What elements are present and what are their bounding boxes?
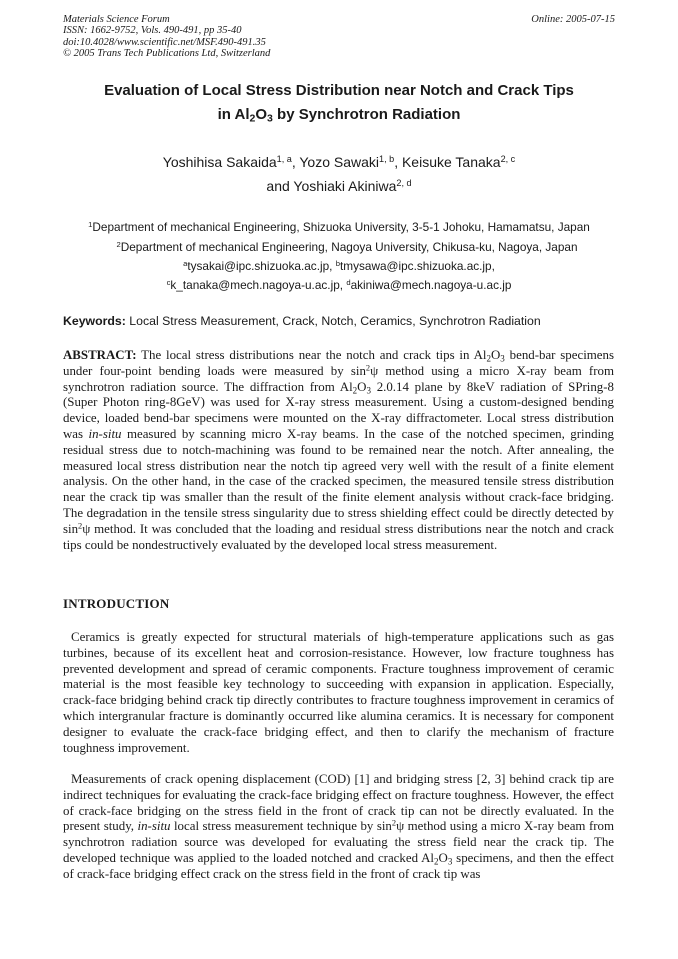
paper-title-line2: in $Al_2O_3$ by Synchrotron Radiation xyxy=(217,106,461,125)
paper-title-line1: Evaluation of Local Stress Distribution near Notch and Crack Tips xyxy=(104,82,574,99)
author-name: , Yozo Sawaki xyxy=(291,154,380,170)
author-list-line2: and Yoshiaki Akiniwa$^{2, d}$ xyxy=(266,178,412,194)
keywords-label: Keywords: xyxy=(63,314,126,328)
section-heading-introduction: INTRODUCTION xyxy=(63,596,170,611)
intro-paragraph-1: Ceramics is greatly expected for structural materials of high-temperature applications such as gas turbines, because of its excellent heat and corrosion-resistance. However, low fracture toughness has prevented development and spread of ceramic components. Fracture toughness improvement of ceramic material is the most feasible key technology to succeeding with expansion in application. Especially, crack-face bridging behind crack tip directly contributes to fracture toughness improvement in ceramics of which intergranular fracture is dominantly occurred like alumina ceramics. It is necessary for component designer to evaluate the crack-face bridging effect, and then to clarify the mechanism of fracture toughness improvement. xyxy=(63,630,614,755)
author-name: , Keisuke Tanaka xyxy=(394,154,501,170)
journal-issn: ISSN: 1662-9752, Vols. 490-491, pp 35-40 xyxy=(63,25,242,37)
abstract-label: ABSTRACT: xyxy=(63,348,137,362)
email-link[interactable]: k_tanaka@mech.nagoya-u.ac.jp, xyxy=(170,278,347,292)
journal-name: Materials Science Forum xyxy=(63,14,170,25)
keywords xyxy=(63,314,541,328)
affiliation-1: $^1$Department of mechanical Engineering, Shizuoka University, 3-5-1 Johoku, Hamamatsu, Japan xyxy=(88,219,590,234)
journal-info xyxy=(63,14,270,59)
email-link[interactable]: tmysawa@ipc.shizuoka.ac.jp, xyxy=(339,259,495,273)
keywords-text: Local Stress Measurement, Crack, Notch, Ceramics, Synchrotron Radiation xyxy=(125,314,541,328)
email-link[interactable]: tysakai@ipc.shizuoka.ac.jp, xyxy=(187,259,336,273)
intro-paragraph-2: Measurements of crack opening displacement (COD) [1] and bridging stress [2, 3] behind crack tip are indirect techniques for evaluating the crack-face bridging effect on fracture toughness. However, the effect of crack-face bridging on the stress field in the front of crack tip can not be directly evaluated. In the present study, in-situ local stress measurement technique by $\sin^2\psi$ method using a micro X-ray beam from synchrotron radiation source was developed for evaluating the stress field near the crack tip. The developed technique was applied to the loaded notched and cracked $Al_2O_3$ specimens, and then the effect of crack-face bridging effect crack on the stress field in the front of crack tip was xyxy=(63,772,614,881)
author-list: Yoshihisa Sakaida$^{1, a}$, Yozo Sawaki$^{1, b}$, Keisuke Tanaka$^{2, c}$ xyxy=(162,154,516,170)
affiliation-2: $^2$Department of mechanical Engineering, Nagoya University, Chikusa-ku, Nagoya, Japan xyxy=(116,239,578,254)
online-date: Online: 2005-07-15 xyxy=(531,14,615,25)
email-line-2: $^c$k_tanaka@mech.nagoya-u.ac.jp, $^d$akiniwa@mech.nagoya-u.ac.jp xyxy=(166,277,512,292)
journal-doi: doi:10.4028/www.scientific.net/MSF.490-491.35 xyxy=(63,36,266,48)
author-name: Yoshihisa Sakaida xyxy=(162,154,277,170)
email-line-1: $^a$tysakai@ipc.shizuoka.ac.jp, $^b$tmysawa@ipc.shizuoka.ac.jp, xyxy=(183,258,495,273)
abstract: ABSTRACT: The local stress distributions near the notch and crack tips in $Al_2O_3$ bend-bar specimens under four-point bending loads were measured by $\sin^2\psi$ method using a micro X-ray beam from synchrotron radiation source. The diffraction from $Al_2O_3$ 2.0.14 plane by 8keV radiation of SPring-8 (Super Photon ring-8GeV) was used for X-ray stress measurement. Using a custom-designed bending device, loaded bend-bar specimens were mounted on the X-ray diffractometer. Local stress distribution was in-situ measured by scanning micro X-ray beams. In the case of the notched specimen, grinding residual stress due to notch-machining was found to be remained near the notch. After annealing, the measured local stress distribution near the notch tip agreed very well with the result of a finite element analysis. On the other hand, in the case of the cracked specimen, the measured tensile stress distribution near the crack tip was smaller than the result of the finite element analysis without crack-face bridging. The degradation in the tensile stress singularity due to stress shielding effect could be directly detected by $\sin^2\psi$ method. It was concluded that the loading and residual stress distributions near the notch and crack tips could be nondestructively evaluated by the developed local stress measurement. xyxy=(63,348,614,552)
email-link[interactable]: akiniwa@mech.nagoya-u.ac.jp xyxy=(350,278,512,292)
author-name: and Yoshiaki Akiniwa xyxy=(266,178,397,194)
journal-copyright: © 2005 Trans Tech Publications Ltd, Switzerland xyxy=(63,47,271,59)
